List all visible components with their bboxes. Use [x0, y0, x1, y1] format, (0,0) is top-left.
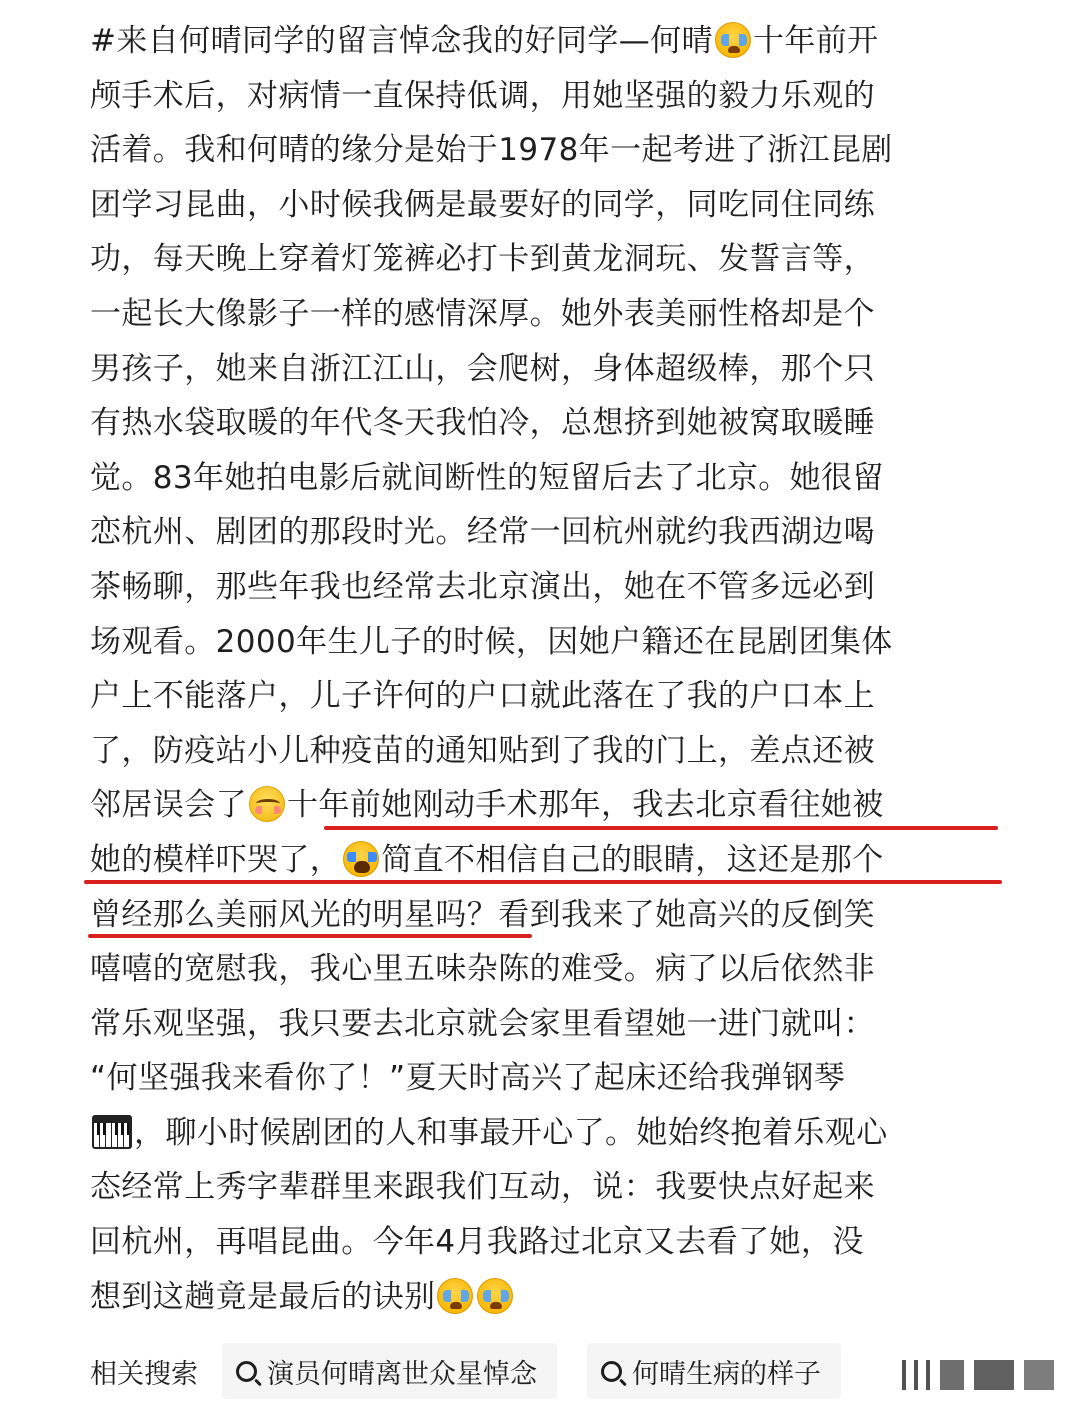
article-text: 邻居误会了 [90, 787, 247, 824]
article-text: 活着。我和何晴的缘分是始于1978年一起考进了浙江昆剧 [90, 132, 893, 169]
article-line [90, 123, 990, 178]
article-text: #来自何晴同学的留言悼念我的好同学—何晴 [90, 23, 713, 59]
article-line [90, 724, 990, 779]
article-line [90, 615, 990, 670]
article-line [90, 1270, 990, 1325]
article-line [90, 287, 990, 342]
article-text: 想到这趟竟是最后的诀别 [90, 1278, 436, 1315]
crying-face-icon [715, 22, 751, 58]
article-text: 恋杭州、剧团的那段时光。经常一回杭州就约我西湖边喝 [90, 514, 875, 551]
article-text: 十年前她刚动手术那年，我去北京看往她被 [287, 787, 884, 824]
article-text: 户上不能落户，儿子许何的户口就此落在了我的户口本上 [90, 678, 875, 715]
piano-icon [92, 1115, 132, 1149]
highlight-underline-1 [324, 826, 998, 830]
crying-face-icon [477, 1278, 513, 1314]
article-line [90, 669, 990, 724]
related-search-chip-text: 演员何晴离世众星悼念 [267, 1358, 537, 1390]
search-icon [236, 1361, 257, 1382]
article-text: 有热水袋取暖的年代冬天我怕冷，总想挤到她被窝取暖睡 [90, 405, 875, 442]
watermark-logo [884, 1360, 1060, 1390]
article-text: 她的模样吓哭了， [90, 841, 342, 878]
article-text: 一起长大像影子一样的感情深厚。她外表美丽性格却是个 [90, 295, 875, 332]
highlight-underline-3 [88, 934, 532, 938]
article-text: “何坚强我来看你了！”夏天时高兴了起床还给我弹钢琴 [90, 1060, 846, 1097]
embarrassed-face-icon [249, 786, 285, 822]
article-line [90, 778, 990, 833]
related-search-chip-1[interactable] [222, 1343, 557, 1399]
article-line [90, 396, 990, 451]
article-line [90, 14, 990, 69]
wailing-face-icon [343, 841, 379, 877]
article-line [90, 942, 990, 997]
article-text: 颅手术后，对病情一直保持低调，用她坚强的毅力乐观的 [90, 77, 875, 114]
related-search-bar [90, 1340, 871, 1402]
related-search-chip-2[interactable] [587, 1343, 841, 1399]
article-line [90, 560, 990, 615]
article-text: 态经常上秀字辈群里来跟我们互动，说：我要快点好起来 [90, 1169, 875, 1206]
article-text: 场观看。2000年生儿子的时候，因她户籍还在昆剧团集体 [90, 623, 893, 660]
article-line [90, 505, 990, 560]
article-text: 茶畅聊，那些年我也经常去北京演出，她在不管多远必到 [90, 568, 875, 605]
article-line [90, 1215, 990, 1270]
article-text: 团学习昆曲，小时候我俩是最要好的同学，同吃同住同练 [90, 186, 875, 223]
article-text: 简直不相信自己的眼睛，这还是那个 [381, 841, 884, 878]
article-line [90, 451, 990, 506]
article-line [90, 997, 990, 1052]
article-text: 男孩子，她来自浙江江山，会爬树，身体超级棒，那个只 [90, 350, 875, 387]
article-line [90, 1106, 990, 1161]
article-line [90, 342, 990, 397]
article-line [90, 178, 990, 233]
article-text: 常乐观坚强，我只要去北京就会家里看望她一进门就叫： [90, 1005, 875, 1042]
article-text: ，聊小时候剧团的人和事最开心了。她始终抱着乐观心 [134, 1114, 888, 1151]
highlight-underline-2 [84, 880, 1002, 884]
crying-face-icon [437, 1278, 473, 1314]
article-line [90, 232, 990, 287]
article-text: 了，防疫站小儿种疫苗的通知贴到了我的门上，差点还被 [90, 732, 875, 769]
article-text: 回杭州，再唱昆曲。今年4月我路过北京又去看了她，没 [90, 1224, 864, 1261]
search-icon [601, 1361, 622, 1382]
article-line [90, 1051, 990, 1106]
related-search-label: 相关搜索 [90, 1358, 198, 1390]
article-line [90, 69, 990, 124]
article-text: 觉。83年她拍电影后就间断性的短留后去了北京。她很留 [90, 459, 884, 496]
related-search-chip-text: 何晴生病的样子 [632, 1358, 821, 1390]
article-body [90, 14, 990, 1324]
article-line [90, 1160, 990, 1215]
article-text: 嘻嘻的宽慰我，我心里五味杂陈的难受。病了以后依然非 [90, 951, 875, 988]
article-text: 曾经那么美丽风光的明星吗？看到我来了她高兴的反倒笑 [90, 896, 875, 933]
article-text: 十年前开 [752, 23, 879, 59]
article-text: 功，每天晚上穿着灯笼裤必打卡到黄龙洞玩、发誓言等， [90, 241, 875, 278]
